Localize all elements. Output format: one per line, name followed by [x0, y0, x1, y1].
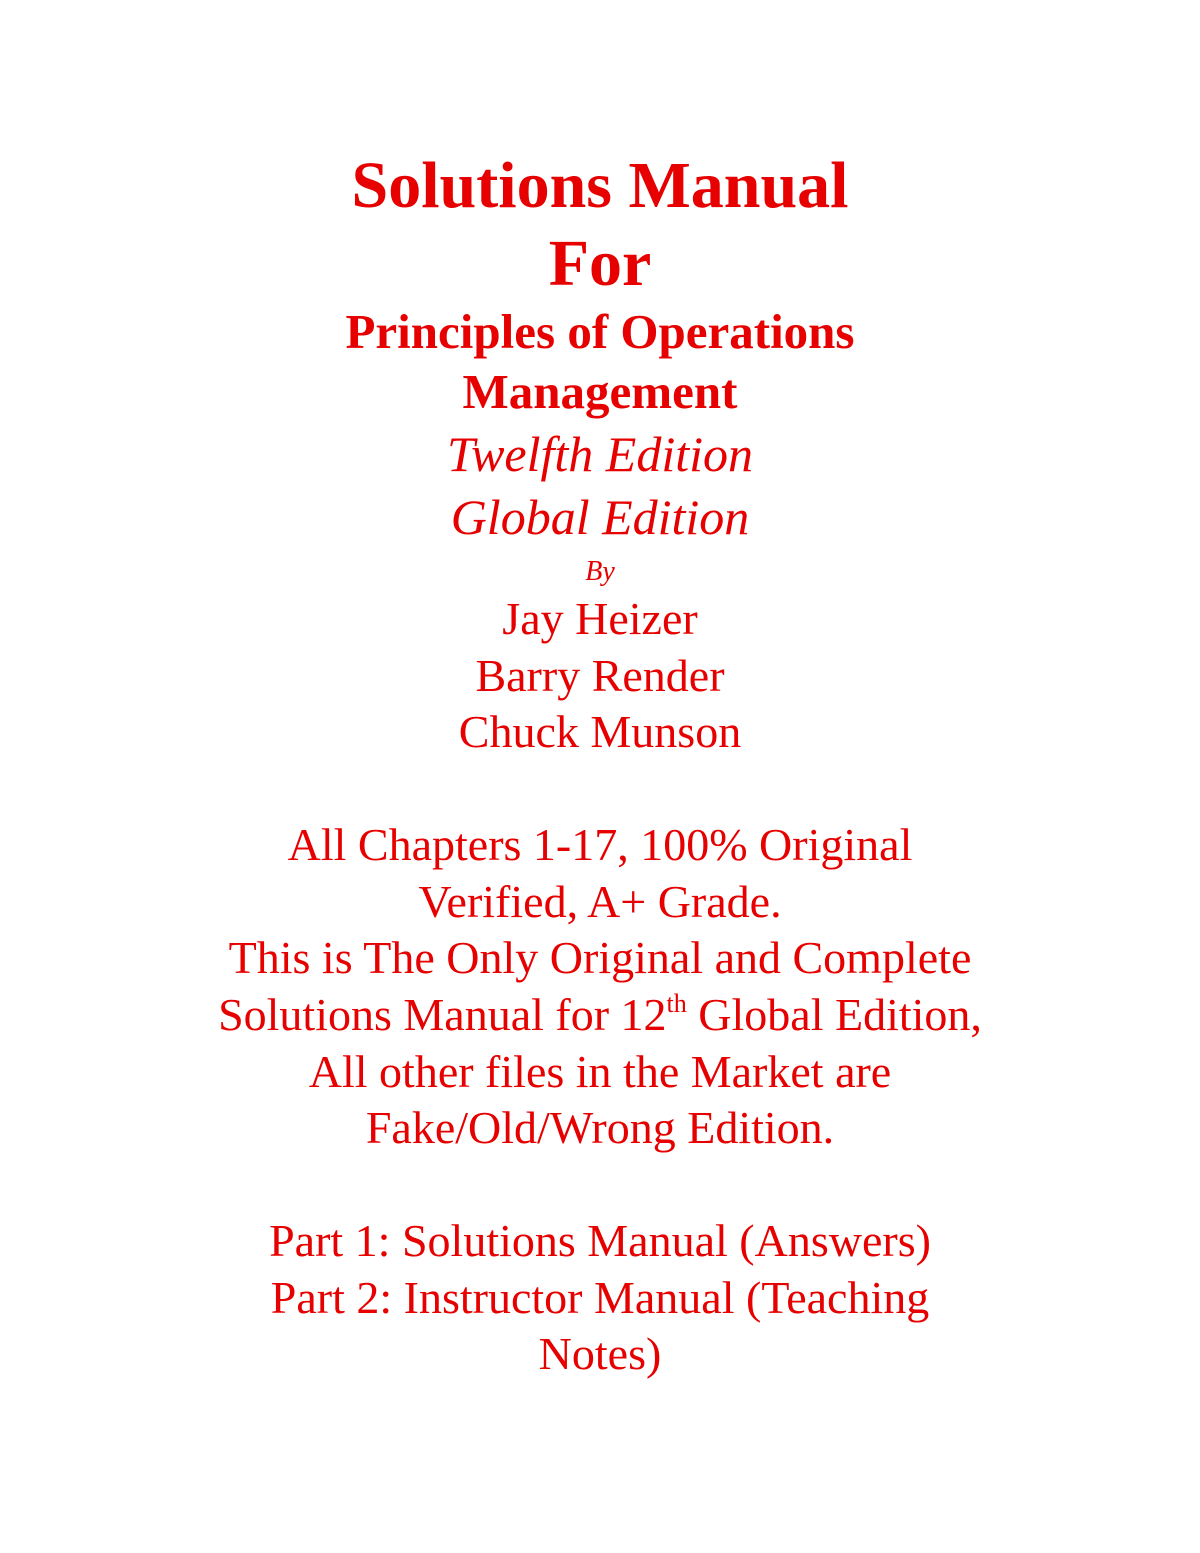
parts-line-3: Notes): [538, 1328, 662, 1379]
parts-line-2: Part 2: Instructor Manual (Teaching: [270, 1272, 930, 1323]
description-line-1: All Chapters 1-17, 100% Original: [287, 819, 913, 870]
title-line-1: Solutions Manual: [351, 149, 849, 222]
ordinal-suffix: th: [666, 989, 687, 1018]
title-line-2: For: [548, 227, 652, 300]
book-title-line-2: Management: [462, 364, 738, 419]
description-line-2: Verified, A+ Grade.: [418, 876, 782, 927]
description-line-5: All other files in the Market are: [308, 1046, 892, 1097]
description-line-4: [0, 989, 1200, 1040]
author-3: Chuck Munson: [458, 706, 742, 757]
parts-line-1: Part 1: Solutions Manual (Answers): [269, 1215, 931, 1266]
description-line-4-suffix: Global Edition,: [686, 989, 982, 1040]
description-line-6: Fake/Old/Wrong Edition.: [365, 1102, 835, 1153]
description-line-3: This is The Only Original and Complete: [228, 932, 972, 983]
book-title-line-1: Principles of Operations: [345, 304, 855, 359]
author-1: Jay Heizer: [502, 593, 698, 644]
description-line-4-prefix: Solutions Manual for 12: [218, 989, 667, 1040]
by-label: By: [585, 556, 615, 587]
author-2: Barry Render: [475, 650, 725, 701]
edition-line-2: Global Edition: [450, 489, 750, 545]
edition-line-1: Twelfth Edition: [446, 426, 754, 482]
